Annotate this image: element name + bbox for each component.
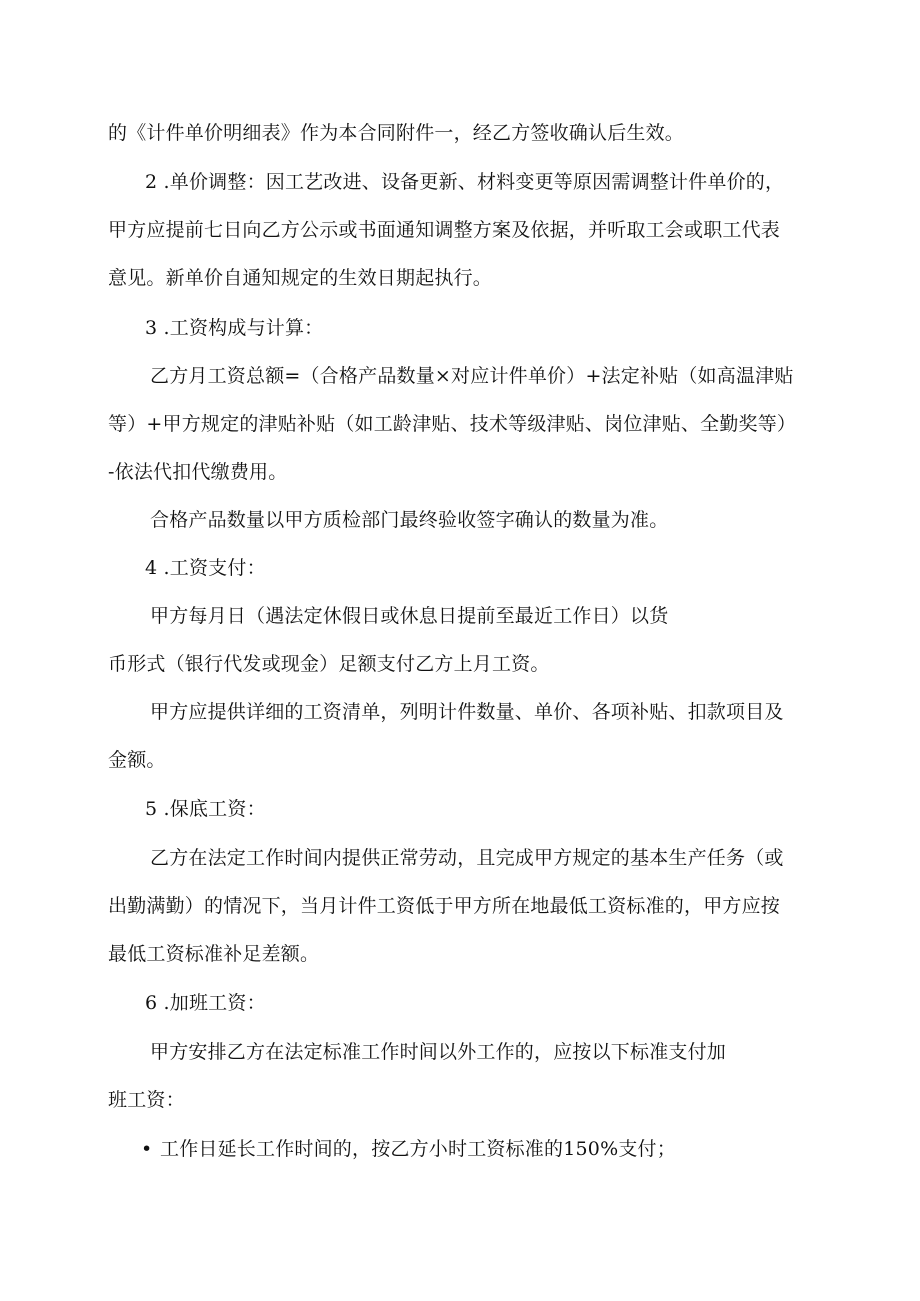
- text-line: 甲方安排乙方在法定标准工作时间以外工作的，应按以下标准支付加: [150, 1041, 727, 1063]
- bullet-icon: •: [141, 1138, 153, 1160]
- bullet-item-text: 工作日延长工作时间的，按乙方小时工资标准的150%支付；: [160, 1138, 676, 1160]
- text-line: 出勤满勤）的情况下，当月计件工资低于甲方所在地最低工资标准的，甲方应按: [108, 895, 781, 917]
- text-line: -依法代扣代缴费用。: [108, 461, 288, 483]
- text-line: 金额。: [108, 749, 166, 771]
- section-heading-6: 6 .加班工资：: [145, 992, 266, 1014]
- text-line: 甲方应提前七日向乙方公示或书面通知调整方案及依据，并听取工会或职工代表: [108, 219, 781, 241]
- text-line: 最低工资标准补足差额。: [108, 943, 320, 965]
- section-heading-2: 2 .单价调整：因工艺改进、设备更新、材料变更等原因需调整计件单价的，: [145, 171, 785, 193]
- section-heading-5: 5 .保底工资：: [145, 798, 266, 820]
- text-line: 乙方在法定工作时间内提供正常劳动，且完成甲方规定的基本生产任务（或: [150, 847, 784, 869]
- text-line: 甲方每月日（遇法定休假日或休息日提前至最近工作日）以货: [150, 605, 669, 627]
- text-line: 的《计件单价明细表》作为本合同附件一，经乙方签收确认后生效。: [108, 122, 685, 144]
- text-line: 意见。新单价自通知规定的生效日期起执行。: [108, 267, 493, 289]
- text-line: 班工资：: [108, 1089, 185, 1111]
- text-line: 等）+甲方规定的津贴补贴（如工龄津贴、技术等级津贴、岗位津贴、全勤奖等）: [108, 413, 797, 435]
- section-heading-4: 4 .工资支付：: [145, 557, 266, 579]
- text-line: 币形式（银行代发或现金）足额支付乙方上月工资。: [108, 653, 550, 675]
- text-line: 甲方应提供详细的工资清单，列明计件数量、单价、各项补贴、扣款项目及: [150, 701, 784, 723]
- text-line: 合格产品数量以甲方质检部门最终验收签字确认的数量为准。: [150, 509, 669, 531]
- section-heading-3: 3 .工资构成与计算：: [145, 317, 324, 339]
- text-line: 乙方月工资总额=（合格产品数量×对应计件单价）+法定补贴（如高温津贴: [150, 365, 794, 387]
